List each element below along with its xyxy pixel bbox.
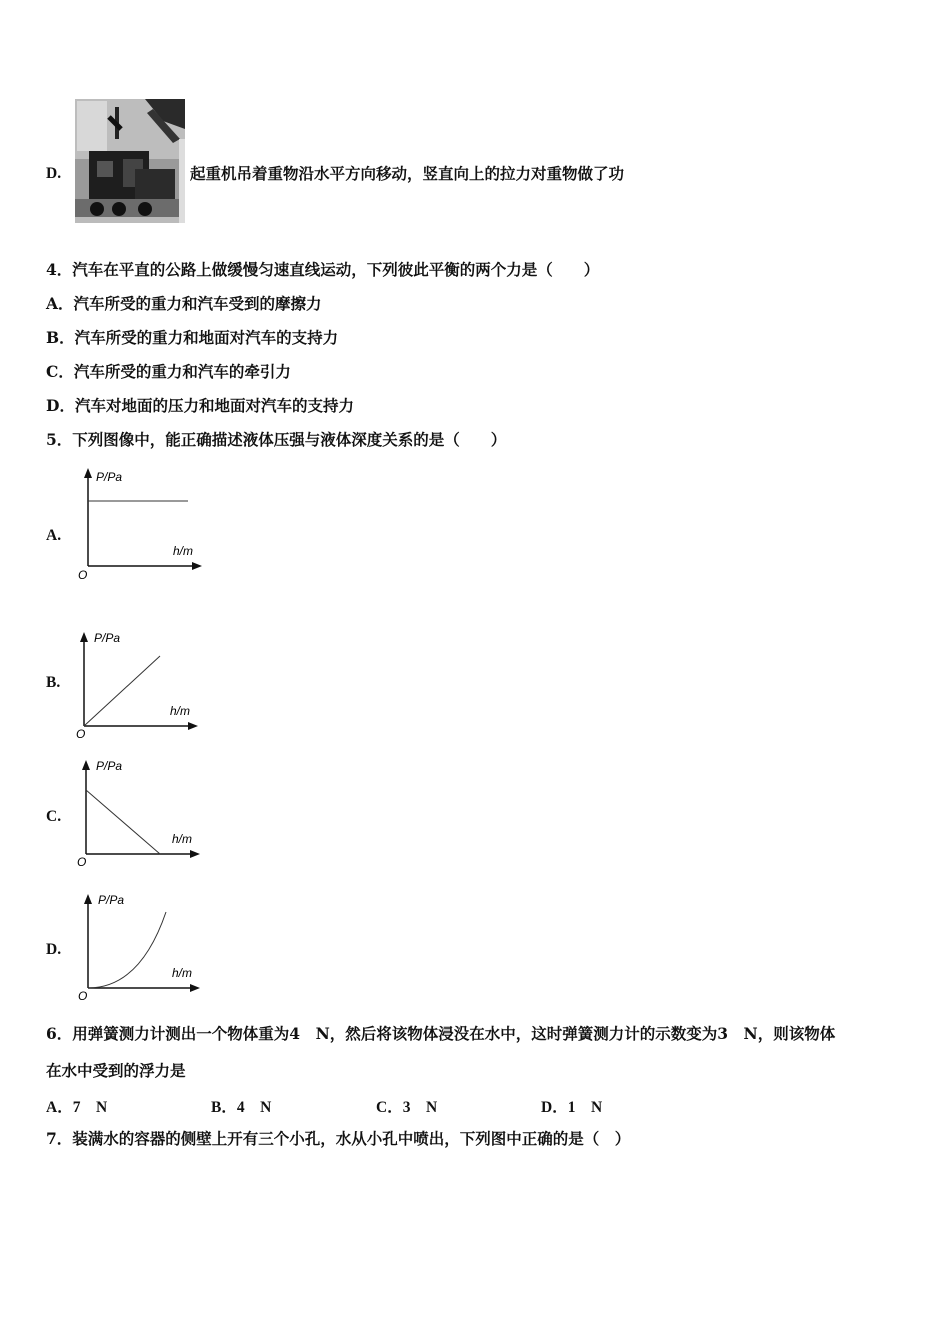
q5-graph-d-label: D. bbox=[46, 941, 62, 958]
graph-b-origin: O bbox=[76, 727, 86, 741]
graph-b-curve bbox=[84, 656, 160, 726]
q5-graph-d bbox=[70, 888, 210, 1003]
graph-a-xlabel: h/m bbox=[173, 544, 194, 558]
graph-d-ylabel: P/Pa bbox=[98, 893, 125, 907]
graph-c-ylabel: P/Pa bbox=[96, 759, 123, 773]
q4-option-a: A．汽车所受的重力和汽车受到的摩擦力 bbox=[46, 294, 322, 313]
graph-a-origin: O bbox=[78, 568, 88, 581]
q5-graph-c-label: C. bbox=[46, 808, 62, 825]
q5-graph-b bbox=[70, 626, 210, 741]
q6-option-a: A．7 N bbox=[46, 1099, 108, 1116]
q4-stem: 4．汽车在平直的公路上做缓慢匀速直线运动，下列彼此平衡的两个力是（ ） bbox=[46, 260, 600, 279]
graph-c-curve bbox=[86, 790, 160, 854]
q5-graph-a-label: A. bbox=[46, 527, 62, 544]
q4-option-d: D．汽车对地面的压力和地面对汽车的支持力 bbox=[46, 396, 354, 415]
graph-b-ylabel: P/Pa bbox=[94, 631, 121, 645]
q6-option-c: C．3 N bbox=[376, 1099, 438, 1116]
crane-photo bbox=[75, 99, 185, 223]
q7-stem: 7．装满水的容器的侧壁上开有三个小孔，水从小孔中喷出，下列图中正确的是（ ） bbox=[46, 1129, 631, 1148]
q5-stem: 5．下列图像中，能正确描述液体压强与液体深度关系的是（ ） bbox=[46, 430, 507, 449]
graph-d-curve bbox=[88, 912, 166, 988]
q6-stem-line1: 6．用弹簧测力计测出一个物体重为4 N，然后将该物体浸没在水中，这时弹簧测力计的示数变为3 N，则该物体 bbox=[46, 1024, 836, 1043]
q4-option-c: C．汽车所受的重力和汽车的牵引力 bbox=[46, 362, 291, 381]
q3-option-d-label: D. bbox=[46, 165, 62, 182]
q6-stem-line2: 在水中受到的浮力是 bbox=[46, 1061, 186, 1080]
q6-option-b: B．4 N bbox=[211, 1099, 272, 1116]
q5-graph-c bbox=[70, 754, 210, 869]
graph-d-origin: O bbox=[78, 989, 88, 1003]
graph-b-xlabel: h/m bbox=[170, 704, 191, 718]
q4-option-b: B．汽车所受的重力和地面对汽车的支持力 bbox=[46, 328, 339, 347]
q5-graph-a bbox=[70, 466, 210, 581]
graph-c-origin: O bbox=[77, 855, 87, 869]
q5-graph-b-label: B. bbox=[46, 674, 61, 691]
graph-c-xlabel: h/m bbox=[172, 832, 193, 846]
graph-d-xlabel: h/m bbox=[172, 966, 193, 980]
q6-option-d: D．1 N bbox=[541, 1099, 603, 1116]
graph-a-ylabel: P/Pa bbox=[96, 470, 123, 484]
q3-option-d-text: 起重机吊着重物沿水平方向移动，竖直向上的拉力对重物做了功 bbox=[190, 164, 625, 183]
